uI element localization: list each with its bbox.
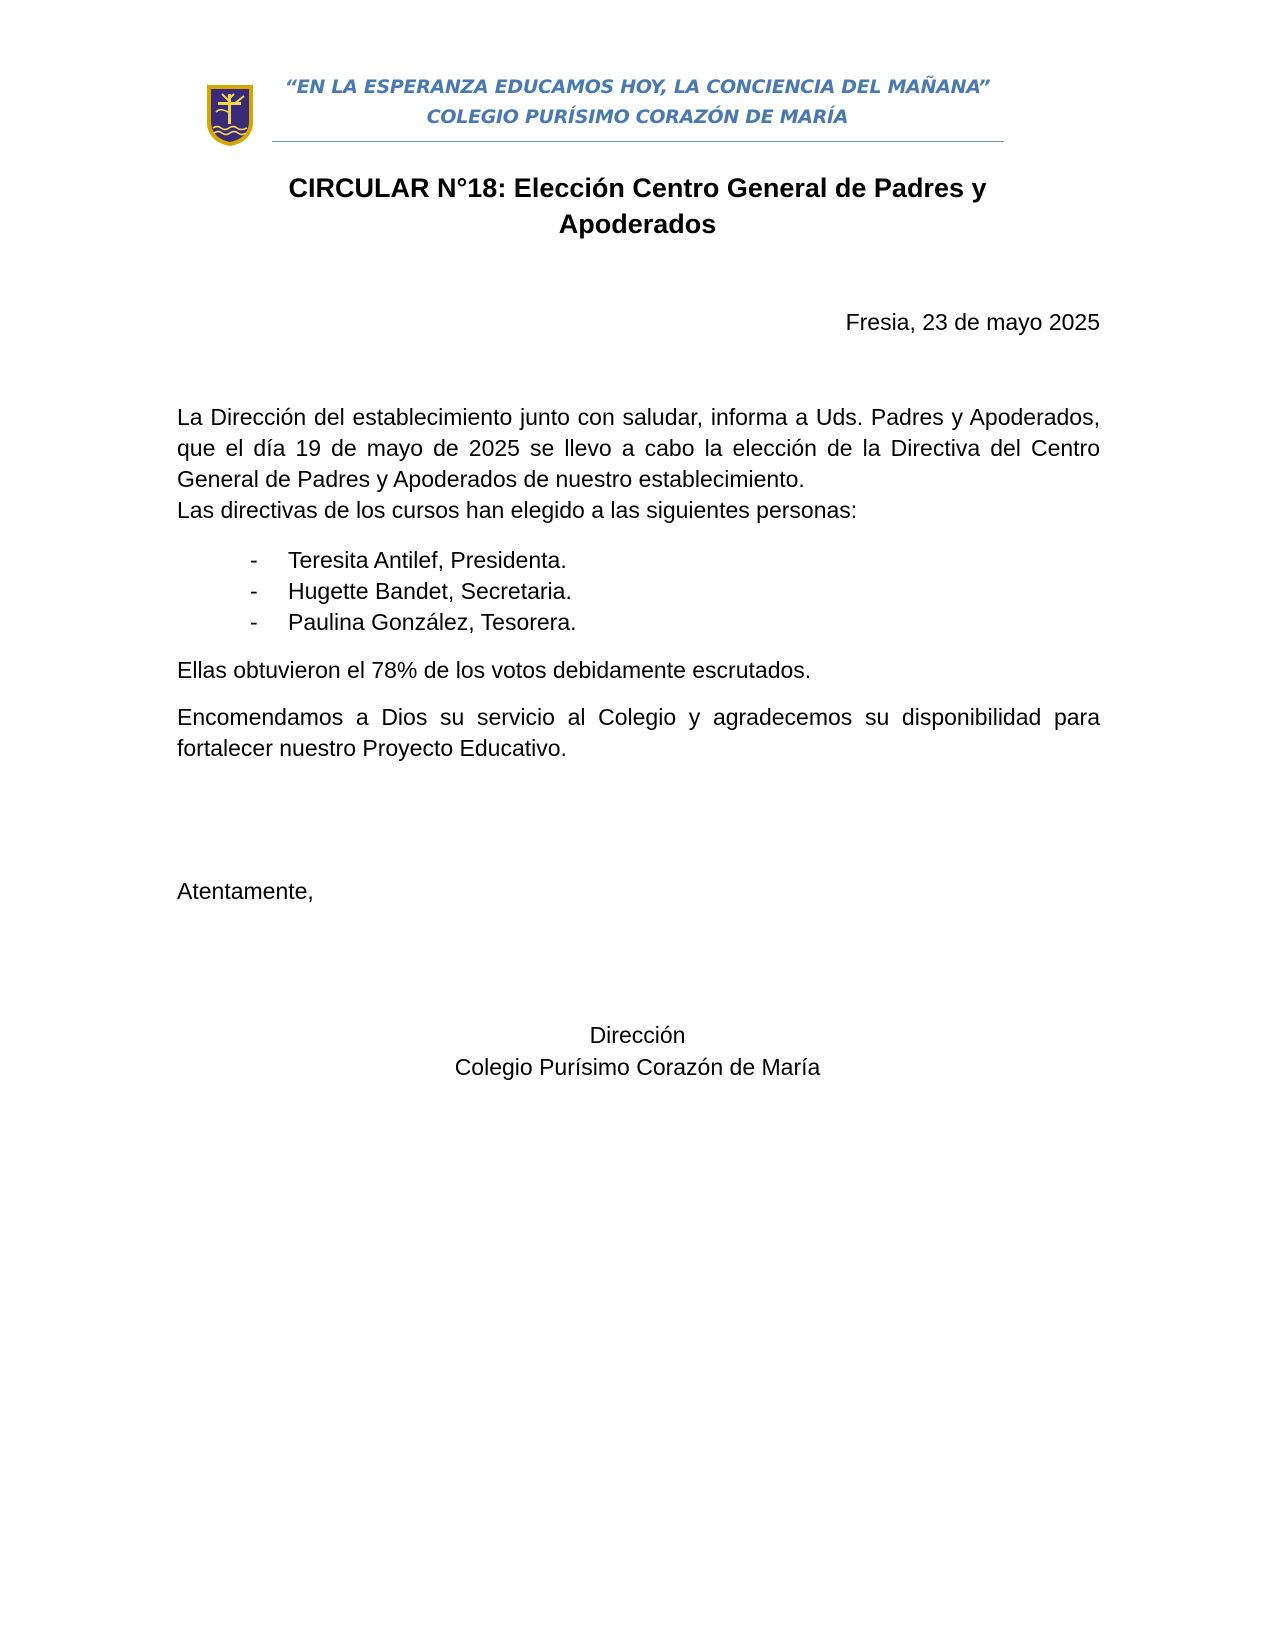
- title-line-2: Apoderados: [558, 209, 717, 239]
- title-line-1: CIRCULAR N°18: Elección Centro General de Padres y: [288, 173, 987, 203]
- document-date: Fresia, 23 de mayo 2025: [845, 309, 1100, 335]
- votes-paragraph: Ellas obtuvieron el 78% de los votos debidamente escrutados.: [177, 657, 812, 683]
- list-marker: -: [250, 547, 258, 573]
- school-motto: “EN LA ESPERANZA EDUCAMOS HOY, LA CONCIENCIA DEL MAÑANA”: [284, 76, 991, 98]
- signature-department: Dirección: [589, 1022, 686, 1048]
- regards-text: Atentamente,: [177, 878, 314, 904]
- list-marker: -: [250, 609, 258, 635]
- school-name: COLEGIO PURÍSIMO CORAZÓN DE MARÍA: [426, 106, 849, 128]
- school-crest-icon: [204, 82, 256, 148]
- intro-paragraph: [177, 402, 1100, 526]
- closing-paragraph: Encomendamos a Dios su servicio al Colegio y agradecemos su disponibilidad para fortalecer nuestro Proyecto Educativo.: [177, 704, 1100, 761]
- signature-school: Colegio Purísimo Corazón de María: [454, 1054, 821, 1080]
- members-list: [250, 545, 577, 638]
- member-president: Teresita Antilef, Presidenta.: [288, 547, 567, 573]
- list-item: [250, 607, 577, 638]
- header-divider: [272, 141, 1004, 142]
- signature-block: [0, 1019, 1275, 1083]
- circular-title: [200, 170, 1075, 242]
- intro-last-line: Las directivas de los cursos han elegido a las siguientes personas:: [177, 497, 858, 523]
- member-secretary: Hugette Bandet, Secretaria.: [288, 578, 572, 604]
- intro-main-text: La Dirección del establecimiento junto con saludar, informa a Uds. Padres y Apoderados, que el día 19 de mayo de 2025 se llevo a cabo la elección de la Directiva del Centro General de Padres y Apoderados de nuestro establecimiento.: [177, 404, 1100, 492]
- list-marker: -: [250, 578, 258, 604]
- list-item: [250, 576, 577, 607]
- member-treasurer: Paulina González, Tesorera.: [288, 609, 577, 635]
- header-motto-block: [270, 72, 1005, 132]
- list-item: [250, 545, 577, 576]
